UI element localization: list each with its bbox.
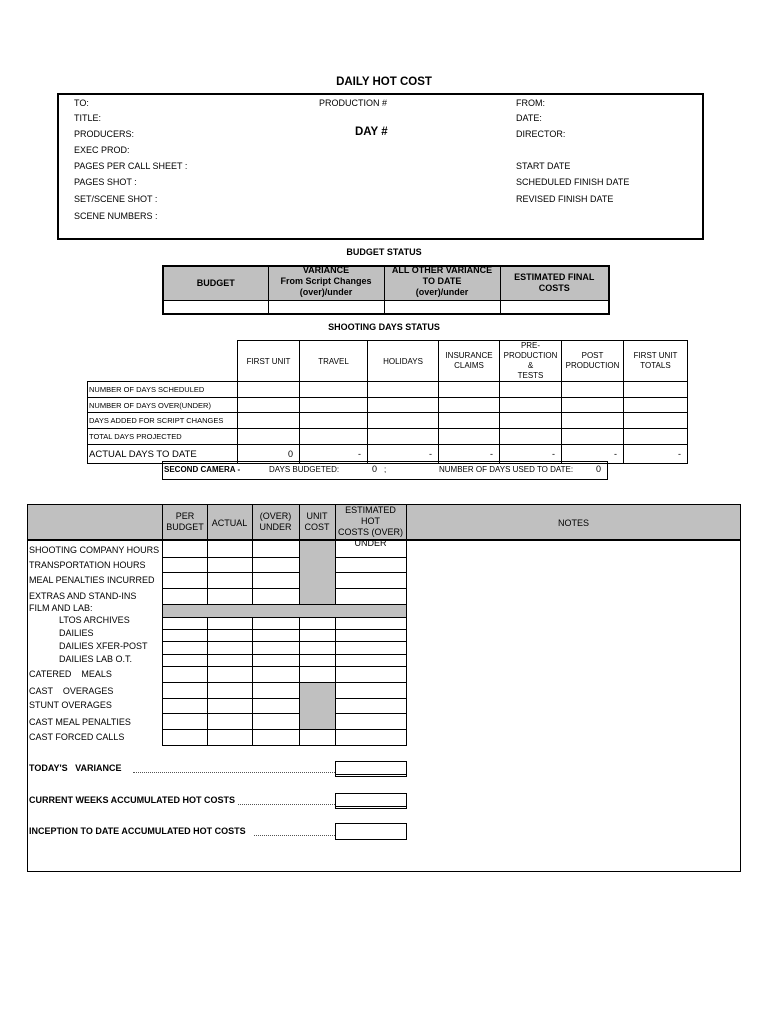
row-extras-stand-ins: EXTRAS AND STAND-INS [29, 591, 137, 601]
other-variance-header: ALL OTHER VARIANCE TO DATE (over)/under [384, 266, 500, 300]
row-days-over-under: NUMBER OF DAYS OVER(UNDER) [88, 398, 238, 413]
days-used-label: NUMBER OF DAYS USED TO DATE: [439, 465, 574, 474]
col-travel: TRAVEL [300, 341, 368, 382]
current-weeks-field[interactable] [335, 793, 407, 809]
row-catered-meals: CATERED MEALS [29, 669, 112, 679]
row-shooting-company-hours: SHOOTING COMPANY HOURS [29, 545, 160, 555]
col-notes: NOTES [557, 518, 589, 528]
col-unit-cost: UNIT COST [299, 505, 336, 541]
col-holidays: HOLIDAYS [368, 341, 439, 382]
separator: ; [384, 465, 387, 474]
actual-pre-production: - [500, 445, 562, 464]
from-label: FROM: [516, 98, 545, 108]
col-actual: ACTUAL [207, 505, 253, 541]
col-per-budget: PER BUDGET [162, 505, 208, 541]
row-meal-penalties: MEAL PENALTIES INCURRED [29, 575, 155, 585]
pages-per-call-sheet-label: PAGES PER CALL SHEET : [74, 161, 188, 171]
set-scene-shot-label: SET/SCENE SHOT : [74, 194, 158, 204]
days-used-value[interactable]: 0 [596, 464, 602, 474]
actual-totals: - [624, 445, 688, 464]
inception-to-date-label: INCEPTION TO DATE ACCUMULATED HOT COSTS [29, 826, 246, 836]
todays-variance-label: TODAY'S VARIANCE [29, 763, 122, 773]
second-camera-label: SECOND CAMERA - [164, 465, 241, 474]
production-number-label: PRODUCTION # [319, 98, 388, 108]
row-days-scheduled: NUMBER OF DAYS SCHEDULED [88, 382, 238, 398]
start-date-label: START DATE [516, 161, 571, 171]
current-weeks-label: CURRENT WEEKS ACCUMULATED HOT COSTS [29, 795, 235, 805]
director-label: DIRECTOR: [516, 129, 566, 139]
row-dailies: DAILIES [59, 628, 94, 638]
row-cast-meal-penalties: CAST MEAL PENALTIES [29, 717, 131, 727]
row-dailies-lab-ot: DAILIES LAB O.T. [59, 654, 133, 664]
row-stunt-overages: STUNT OVERAGES [29, 700, 112, 710]
row-total-days-projected: TOTAL DAYS PROJECTED [88, 429, 238, 445]
col-first-unit-totals: FIRST UNIT TOTALS [624, 341, 688, 382]
title-label: TITLE: [74, 113, 102, 123]
col-pre-production: PRE- PRODUCTION & TESTS [500, 341, 562, 382]
to-label: TO: [74, 98, 89, 108]
inception-to-date-field[interactable] [335, 823, 407, 840]
budget-status-title: BUDGET STATUS [346, 247, 422, 257]
row-actual-days: ACTUAL DAYS TO DATE [88, 445, 238, 464]
days-budgeted-label: DAYS BUDGETED: [269, 465, 340, 474]
budget-header: BUDGET [163, 266, 268, 300]
row-days-added: DAYS ADDED FOR SCRIPT CHANGES [88, 413, 238, 429]
col-over-under: (OVER) UNDER [252, 505, 300, 541]
date-label: DATE: [516, 113, 542, 123]
pages-shot-label: PAGES SHOT : [74, 177, 137, 187]
scheduled-finish-date-label: SCHEDULED FINISH DATE [516, 177, 630, 187]
row-ltos-archives: LTOS ARCHIVES [59, 615, 130, 625]
day-number-label: DAY # [355, 126, 388, 138]
shooting-days-title: SHOOTING DAYS STATUS [328, 322, 440, 332]
row-dailies-xfer-post: DAILIES XFER-POST [59, 641, 148, 651]
row-cast-overages: CAST OVERAGES [29, 686, 114, 696]
col-post-production: POST PRODUCTION [562, 341, 624, 382]
days-budgeted-value[interactable]: 0 [372, 464, 378, 474]
estimated-final-header: ESTIMATED FINAL COSTS [500, 266, 609, 300]
page-title: DAILY HOT COST [336, 76, 432, 88]
actual-post-production: - [562, 445, 624, 464]
col-first-unit: FIRST UNIT [238, 341, 300, 382]
actual-insurance: - [439, 445, 500, 464]
row-cast-forced-calls: CAST FORCED CALLS [29, 732, 125, 742]
revised-finish-date-label: REVISED FINISH DATE [516, 194, 614, 204]
exec-prod-label: EXEC PROD: [74, 145, 130, 155]
row-film-and-lab: FILM AND LAB: [29, 603, 93, 613]
col-estimated-hot-costs: ESTIMATED HOT COSTS (OVER) UNDER [335, 505, 407, 541]
actual-travel: - [300, 445, 368, 464]
actual-first-unit: 0 [238, 445, 300, 464]
actual-holidays: - [368, 445, 439, 464]
col-insurance-claims: INSURANCE CLAIMS [439, 341, 500, 382]
scene-numbers-label: SCENE NUMBERS : [74, 211, 158, 221]
producers-label: PRODUCERS: [74, 129, 135, 139]
todays-variance-field[interactable] [335, 761, 407, 777]
variance-script-header: VARIANCE From Script Changes (over)/under [268, 266, 384, 300]
row-transportation-hours: TRANSPORTATION HOURS [29, 560, 146, 570]
